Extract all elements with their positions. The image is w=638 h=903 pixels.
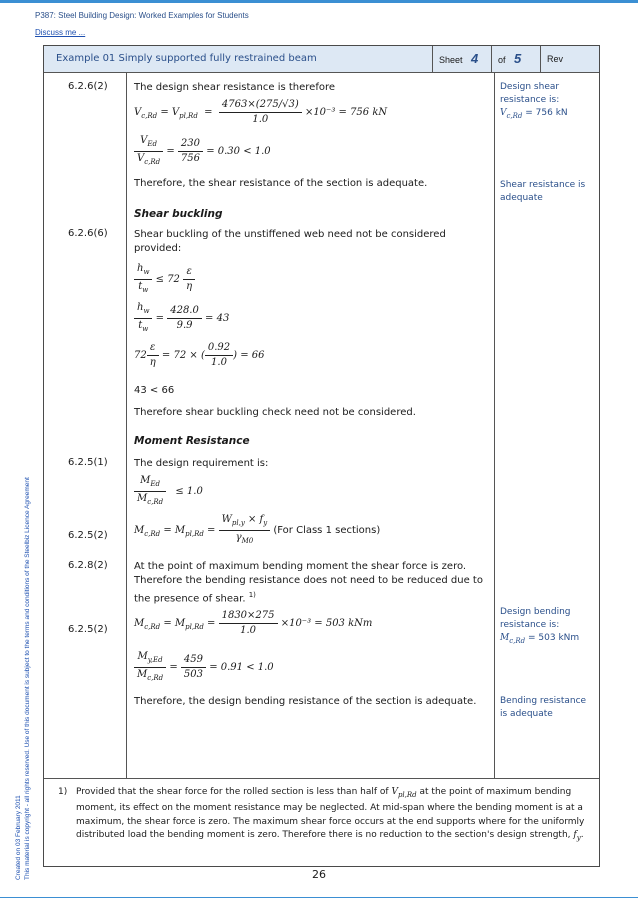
- footnote-divider: [44, 778, 599, 779]
- clause-ref-1: 6.2.6(2): [68, 81, 108, 92]
- of-label-text: of: [498, 55, 506, 65]
- equation-moment-requirement: $\frac{M_{Ed}}{M_{c,Rd}}$ ≤ 1.0: [134, 474, 494, 509]
- hw-denominator: 9.9: [176, 320, 193, 331]
- page-number: 26: [312, 868, 326, 881]
- result-shear-resistance: Design shear resistance is: $V_{c,Rd} = 756$ kN: [500, 81, 595, 123]
- sheet-label-text: Sheet: [439, 55, 463, 65]
- equation-web-slenderness: $\frac{h_w}{t_w}$ = $\frac{428.0}{9.9}$ = 43: [134, 301, 494, 336]
- eq1-denominator: 1.0: [252, 114, 269, 125]
- footnote-marker: 1): [248, 591, 256, 599]
- moment-resistance-heading: Moment Resistance: [134, 435, 250, 447]
- result-bending-adequate: Bending resistance is adequate: [500, 696, 587, 719]
- shear-intro: The design shear resistance is therefore: [134, 82, 336, 93]
- clause-ref-3: 6.2.5(1): [68, 457, 108, 468]
- eps-lhs: 72: [134, 350, 147, 361]
- eq3-numerator: 1830×275: [219, 609, 278, 624]
- buckling-check-text: Therefore shear buckling check need not be considered.: [134, 407, 416, 418]
- eps-numerator: 0.92: [205, 341, 233, 356]
- hw-result: = 43: [205, 313, 230, 324]
- condition-limit: ≤ 72: [155, 274, 180, 285]
- clause-ref-6: 6.2.5(2): [68, 624, 108, 635]
- eq1-numerator: 4763×(275/√3): [219, 98, 302, 113]
- max-moment-text: [134, 560, 494, 606]
- footnote-number: 1): [58, 787, 68, 797]
- bending-adequate-text: Therefore, the design bending resistance of the section is adequate.: [134, 696, 477, 707]
- eq2-result: = 0.30 < 1.0: [206, 146, 271, 157]
- eq1-result: ×10⁻³ = 756 kN: [304, 107, 388, 118]
- equation-epsilon-limit: 72 $\frac{\varepsilon}{\eta}$ = 72 × ( $\frac{0.92}{1.0}$ ) = 66: [134, 342, 265, 368]
- of-label: [491, 46, 544, 72]
- eps-mid: = 72 ×: [161, 350, 198, 361]
- top-rule: [0, 0, 638, 3]
- eq3-denominator: 1.0: [240, 625, 256, 636]
- clause-ref-2: 6.2.6(6): [68, 228, 108, 239]
- equation-buckling-condition: $\frac{h_w}{t_w}$ ≤ 72 $\frac{\varepsilon}{\eta}$: [134, 262, 494, 297]
- clause-ref-5: 6.2.8(2): [68, 560, 108, 571]
- footnote-body: Provided that the shear force for the rolled section is less than half of $V_{pl,Rd}$ at the point of maximum bending moment, its effect on the moment resistance may be neglected. At mid-span where the bending moment is at a maximum, the shear force is zero. The maximum shear force occurs at the end supports where for the uniformly distributed load the bending moment is zero. Therefore there is no reduction to the section's design strength, $f_y$.: [76, 787, 585, 843]
- result-shear-label: Design shear resistance is:: [500, 82, 560, 105]
- side-created-date: Created on 03 February 2011: [15, 795, 22, 880]
- hw-numerator: 428.0: [167, 304, 202, 319]
- result-bending-resistance: Design bending resistance is: $M_{c,Rd} = 503$ kNm: [500, 606, 595, 648]
- buckling-condition-text: Shear buckling of the unstiffened web need not be considered provided:: [134, 229, 446, 254]
- eps-result: = 66: [240, 350, 265, 361]
- sheet-label: [432, 46, 491, 72]
- document-title: P387: Steel Building Design: Worked Examples for Students: [35, 11, 249, 20]
- equation-bending-resistance: $M_{c,Rd} = M_{pl,Rd}$ = $\frac{1830\times 275}{1.0}$ ×10⁻³ = 503 kNm: [134, 610, 373, 636]
- eq4-numerator: 459: [181, 653, 206, 668]
- shear-buckling-heading: Shear buckling: [134, 208, 223, 220]
- shear-adequate-text: Therefore, the shear resistance of the section is adequate.: [134, 178, 428, 189]
- worksheet-header: [44, 46, 599, 73]
- footnote-text-b: at the point of maximum bending moment, its effect on the moment resistance may be neglected. At mid-span where the bending moment is at a maximum, the shear force is zero. The maximum shear force occurs at the end supports where for the uniformly distributed load the bending moment is zero. Therefore there is no reduction to the section's design strength,: [76, 787, 585, 841]
- worksheet-frame: [43, 45, 600, 867]
- eq2-denominator: 756: [180, 153, 200, 164]
- column-divider-left: [126, 72, 127, 778]
- class-note: (For Class 1 sections): [273, 525, 381, 536]
- equation-moment-resistance: $M_{c,Rd} = M_{pl,Rd}$ = $\frac{W_{pl,y} \times f_y}{\gamma_{M0}}$ (For Class 1 sections): [134, 514, 381, 545]
- column-divider-right: [494, 72, 495, 778]
- footnote: [58, 786, 588, 846]
- rev-label: Rev: [540, 46, 605, 72]
- example-title: Example 01 Simply supported fully restrained beam: [56, 53, 317, 64]
- eps-denominator: 1.0: [211, 357, 227, 368]
- eq4-denominator: 503: [183, 669, 204, 680]
- design-requirement-text: The design requirement is:: [134, 458, 269, 469]
- sheet-number: 4: [471, 51, 479, 66]
- sheet-total: 5: [514, 51, 522, 66]
- side-licence-text: This material is copyright - all rights reserved. Use of this document is subject to the terms and conditions of the Steelbiz Licence Agreement: [24, 477, 31, 880]
- side-copyright-text: [14, 400, 32, 880]
- eq3-result: ×10⁻³ = 503 kNm: [280, 618, 373, 629]
- footnote-text-a: Provided that the shear force for the rolled section is less than half of: [76, 787, 389, 797]
- eq2-numerator: 230: [178, 137, 203, 152]
- requirement-limit: ≤ 1.0: [175, 486, 203, 497]
- result-shear-adequate: Shear resistance is adequate: [500, 180, 586, 203]
- max-moment-body: At the point of maximum bending moment the shear force is zero. Therefore the bending resistance does not need to be reduced due to the presence of shear.: [134, 561, 483, 605]
- clause-ref-4: 6.2.5(2): [68, 530, 108, 541]
- result-bending-label: Design bending resistance is:: [500, 607, 571, 630]
- slenderness-comparison: 43 < 66: [134, 385, 175, 396]
- result-bending-value: = 503 kNm: [528, 633, 580, 643]
- equation-bending-ratio: $\frac{M_{y,Ed}}{M_{c,Rd}}$ = $\frac{459}{503}$ = 0.91 < 1.0: [134, 650, 494, 685]
- equation-shear-resistance: $V_{c,Rd} = V_{pl,Rd}$ = $\frac{4763\times(275/√3)}{1.0}$ ×10⁻³ = 756 kN: [134, 99, 388, 125]
- result-shear-value: = 756 kN: [525, 108, 568, 118]
- eq4-result: = 0.91 < 1.0: [209, 662, 274, 673]
- discuss-link[interactable]: Discuss me ...: [35, 28, 86, 37]
- equation-shear-ratio: $\frac{V_{Ed}}{V_{c,Rd}}$ = $\frac{230}{756}$ = 0.30 < 1.0: [134, 134, 494, 169]
- bottom-rule: [0, 897, 638, 898]
